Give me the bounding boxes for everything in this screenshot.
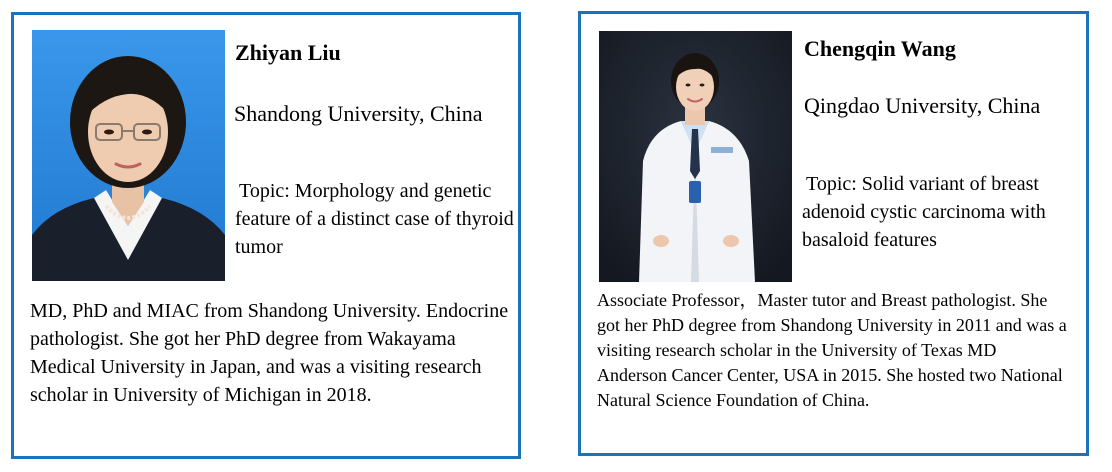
speaker-topic: Topic: Solid variant of breast adenoid cystic carcinoma with basaloid features	[802, 173, 1046, 251]
speaker-photo	[599, 31, 792, 282]
speaker-photo	[32, 30, 225, 281]
speaker-affiliation: Shandong University, China	[234, 101, 483, 126]
speaker-name: Zhiyan Liu	[235, 40, 341, 65]
speaker-bio: Associate Professor，Master tutor and Breast pathologist. She got her PhD degree from Shandong University in 2011 and was a visiting research scholar in the University of Texas MD Anderson Cancer Center, USA in 2015. She hosted two National Natural Science Foundation of China.	[597, 290, 1067, 410]
speaker-card-zhiyan-liu	[11, 12, 521, 459]
speaker-bio: MD, PhD and MIAC from Shandong University. Endocrine pathologist. She got her PhD degree from Wakayama Medical University in Japan, and was a visiting research scholar in University of Michigan in 2018.	[30, 300, 509, 406]
speaker-topic: Topic: Morphology and genetic feature of a distinct case of thyroid tumor	[235, 180, 514, 258]
portrait-illustration	[32, 30, 225, 281]
portrait-illustration	[599, 31, 792, 282]
speaker-name: Chengqin Wang	[804, 36, 956, 61]
speaker-affiliation: Qingdao University, China	[804, 93, 1041, 118]
speaker-card-chengqin-wang	[578, 11, 1089, 456]
